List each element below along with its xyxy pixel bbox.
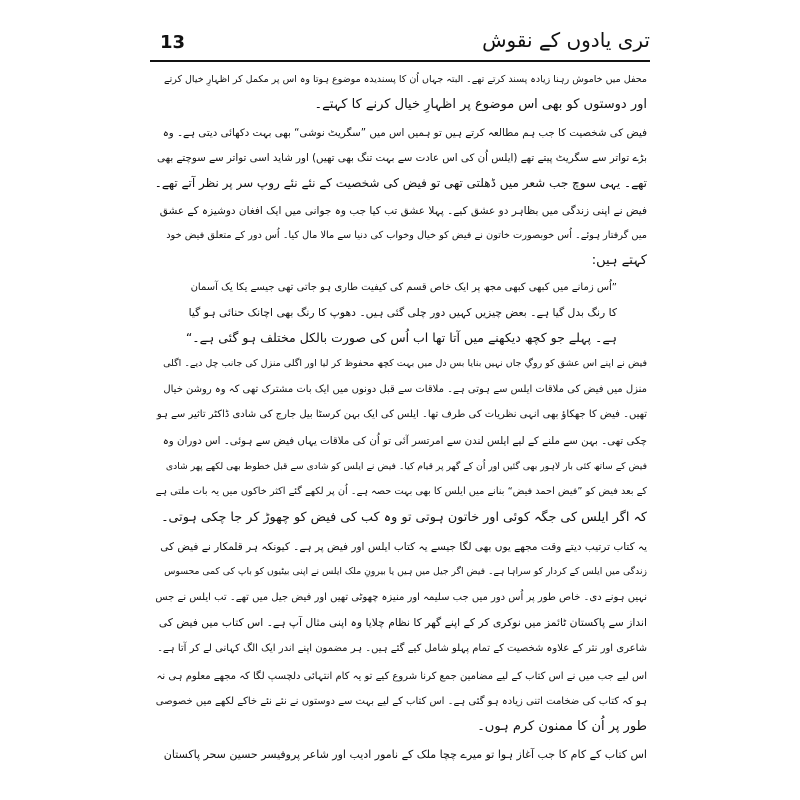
text-line: تھے۔ یہی سوچ جب شعر میں ڈھلتی تھی تو فیض کی شخصیت کے نئے نئے روپ سر پر نظر آتے تھے۔	[154, 176, 647, 190]
text-line: کہ اگر ایلس کی جگہ کوئی اور خاتون ہوتی تو وہ کب کی فیض کو چھوڑ کر جا چکی ہوتی۔	[161, 510, 647, 525]
text-line: ہو کہ کتاب کی ضخامت اتنی زیادہ ہو گئی ہے۔ اس کتاب کے لیے بہت سے دوستوں نے نئے نئے خاکے لکھے میں خصوصی	[155, 696, 647, 707]
text-line: فیض کی شخصیت کا جب ہم مطالعہ کرتے ہیں تو ہمیں اس میں ”سگریٹ نوشی“ بھی بہت دکھائی دیتی ہے۔ وہ	[162, 127, 647, 139]
text-line: فیض نے اپنی زندگی میں بظاہر دو عشق کیے۔ پہلا عشق تب کیا جب وہ جوانی میں ایک افغان دوشیزہ کے عشق	[159, 205, 647, 217]
text-line: شاعری اور نثر کے علاوہ شخصیت کے تمام پہلو شامل کیے گئے ہیں۔ ہر مضمون اپنے اندر ایک الگ کہانی لے کر آتا ہے۔	[157, 643, 647, 654]
quote-line: کا رنگ بدل گیا ہے۔ بعض چیزیں کہیں دور چلی گئی ہیں۔ دھوپ کا رنگ بھی اچانک حنائی ہو گیا	[188, 306, 617, 319]
text-line: کہتے ہیں:	[591, 253, 647, 268]
text-line: میں گرفتار ہوئے۔ اُس خوبصورت خاتون نے فیض کو خیال وخواب کی دنیا سے مالا مال کیا۔ اُس دور کے متعلق فیض خود	[166, 230, 647, 241]
running-title: تری یادوں کے نقوش	[482, 28, 650, 52]
text-line: انداز سے پاکستان ٹائمز میں نوکری کر کے اپنے گھر کا نظام چلایا وہ اپنی مثال آپ ہے۔ اس کتاب میں فیض کی	[158, 616, 647, 629]
text-line: طور پر اُن کا ممنون کرم ہوں۔	[477, 719, 647, 734]
quote-line: ہے۔ پہلے جو کچھ دیکھنے میں آتا تھا اب اُس کی صورت بالکل مختلف ہو گئی ہے۔“	[185, 330, 617, 345]
page-header	[150, 26, 650, 60]
text-line: اس لیے جب میں نے اس کتاب کے لیے مضامین جمع کرنا شروع کیے تو یہ کام انتہائی دلچسپ لگا کہ مجھے معلوم ہی نہ	[156, 671, 647, 682]
text-line: منزل میں فیض کی ملاقات ایلس سے ہوتی ہے۔ ملاقات سے قبل دونوں میں ایک بات مشترک تھی کہ وہ روشن خیال	[163, 384, 647, 395]
text-line: نہیں ہونے دی۔ خاص طور پر اُس دور میں جب سلیمہ اور منیزہ چھوٹی تھیں اور فیض جیل میں تھے۔ تب ایلس نے جس	[155, 592, 647, 603]
text-line: تھیں۔ فیض کا جھکاؤ بھی انہی نظریات کی طرف تھا۔ ایلس کی ایک بہن کرسٹا بیل جارج کی شادی ڈاکٹر تاثیر سے ہو	[156, 409, 647, 420]
page-body	[155, 62, 647, 792]
text-line: اور دوستوں کو بھی اس موضوع پر اظہارِ خیال کرنے کا کہتے۔	[314, 97, 647, 112]
text-line: یہ کتاب ترتیب دیتے وقت مجھے یوں بھی لگا جیسے یہ کتاب ایلس اور فیض پر ہے۔ کیونکہ ہر قلمکار نے فیض کی	[160, 541, 647, 553]
text-line: اس کتاب کے کام کا جب آغاز ہوا تو میرے چچا ملک کے نامور ادیب اور شاعر پروفیسر حسین سحر پاکستان	[163, 748, 647, 761]
text-line: بڑے تواتر سے سگریٹ پیتے تھے (ایلس اُن کی اس عادت سے بہت تنگ بھی تھیں) اور شاید اسی تواتر سے سوچتے بھی	[157, 152, 647, 164]
text-line: محفل میں خاموش رہنا زیادہ پسند کرتے تھے۔ البتہ جہاں اُن کا پسندیدہ موضوع ہوتا وہ اس پر مکمل کر اظہارِ خیال کرتے	[164, 74, 647, 85]
text-line: فیض کے ساتھ کئی بار لاہور بھی گئیں اور اُن کے گھر پر قیام کیا۔ فیض نے ایلس کو شادی سے قبل خطوط بھی لکھے پھر شادی	[165, 461, 647, 472]
text-line: کے بعد فیض کو ”فیض احمد فیض“ بنانے میں ایلس کا بھی بہت حصہ ہے۔ اُن پر لکھے گئے اکثر خاکوں میں یہ بات ملتی ہے	[155, 486, 647, 497]
text-line: زندگی میں ایلس کے کردار کو سراہا ہے۔ فیض اگر جیل میں ہیں یا بیرونِ ملک ایلس نے اپنی بیٹیوں کو باپ کی کمی محسوس	[164, 566, 647, 577]
quote-line: ”اُس زمانے میں کبھی کبھی مجھ پر ایک خاص قسم کی کیفیت طاری ہو جاتی تھی جیسے یکا یک آسمان	[190, 282, 617, 293]
page-number: 13	[160, 32, 186, 53]
text-line: چکی تھی۔ بہن سے ملنے کے لیے ایلس لندن سے امرتسر آئی تو اُن کی ملاقات یہاں فیض سے ہوئی۔ اس دوران وہ	[162, 435, 647, 447]
text-line: فیض نے اپنے اس عشق کو روگِ جاں نہیں بنایا بس دل میں بہت کچھ محفوظ کر لیا اور اگلی منزل کی جانب چل دیے۔ اگلی	[163, 358, 647, 369]
